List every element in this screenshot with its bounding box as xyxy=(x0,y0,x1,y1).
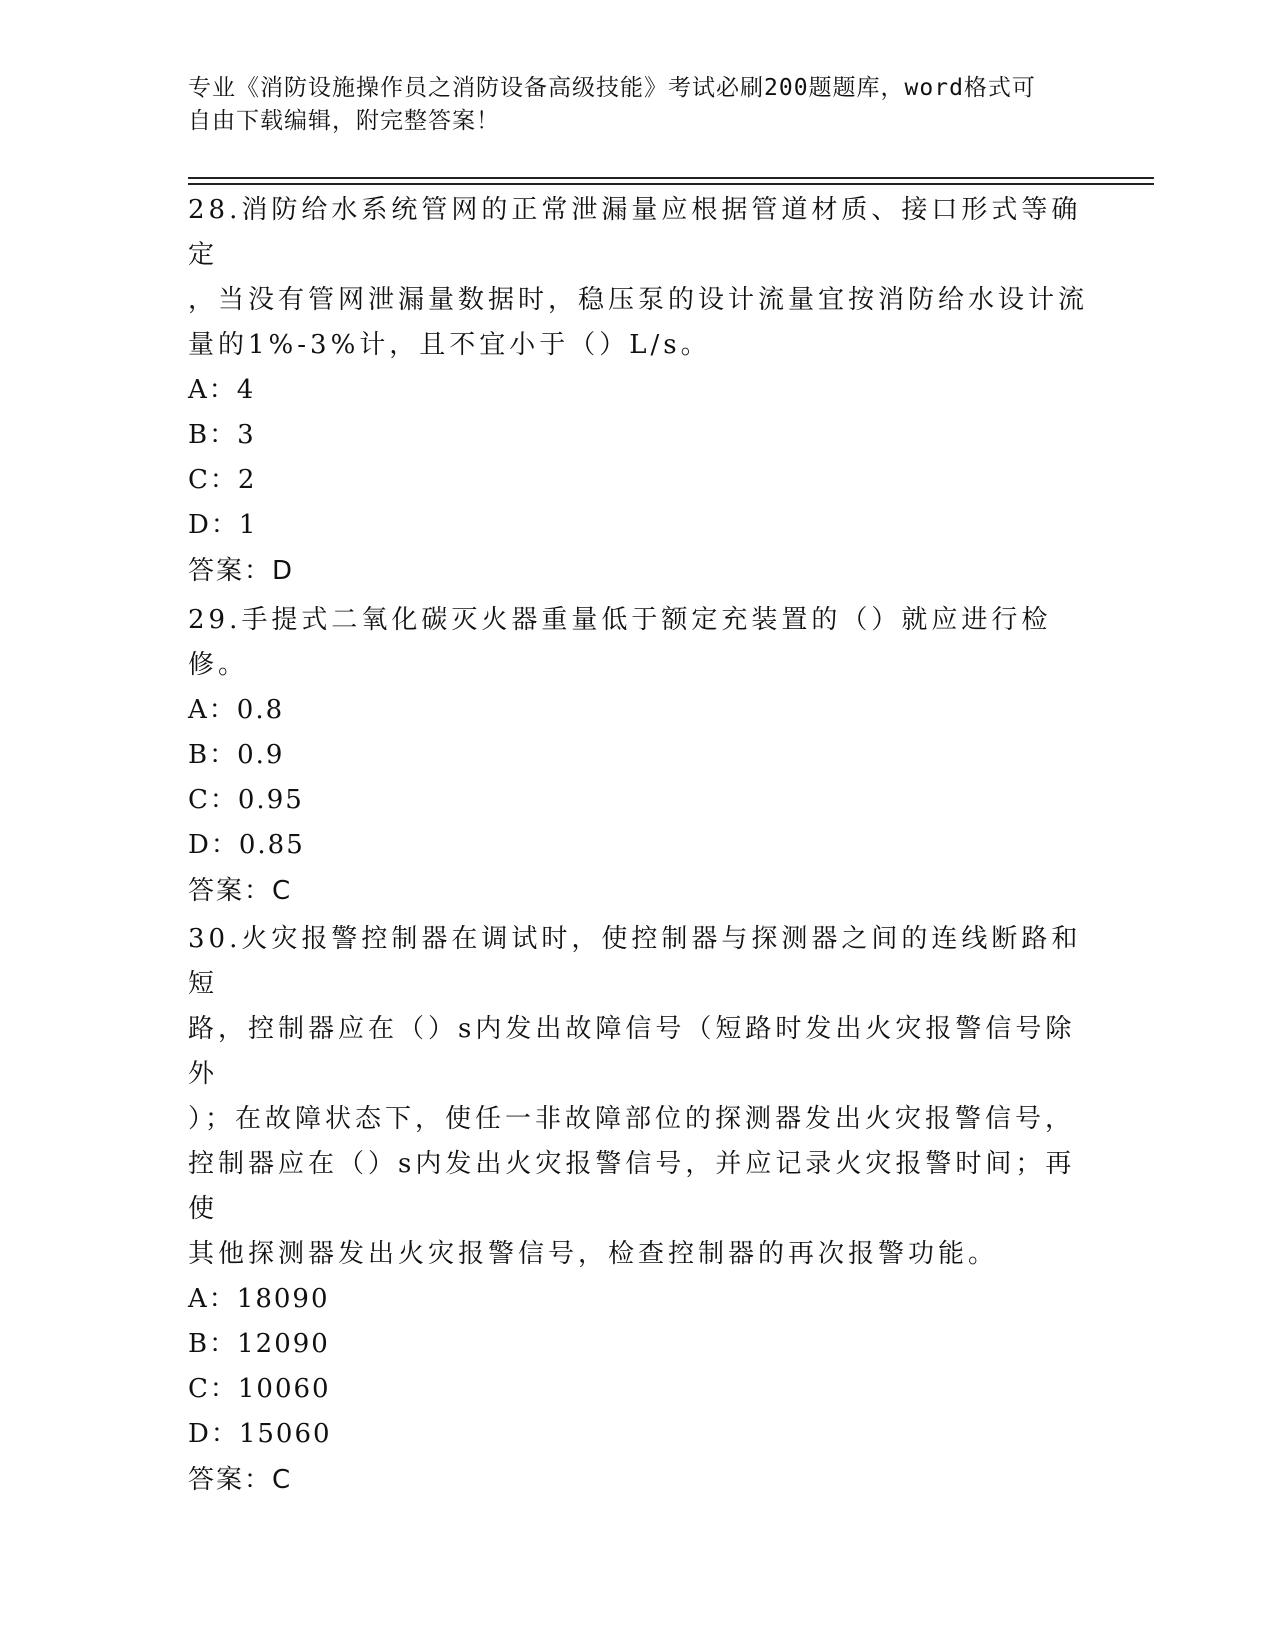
option-a: A：18090 xyxy=(188,1284,330,1314)
question-stem-line: 29.手提式二氧化碳灭火器重量低于额定充装置的（）就应进行检修。 xyxy=(188,605,1052,680)
option-a: A：0.8 xyxy=(188,695,285,725)
answer-line: 答案：D xyxy=(188,556,295,586)
question-stem-line: 30.火灾报警控制器在调试时，使控制器与探测器之间的连线断路和短 xyxy=(188,924,1082,999)
question-stem-line: 路，控制器应在（）s内发出故障信号（短路时发出火灾报警信号除外 xyxy=(188,1014,1076,1089)
option-d: D：15060 xyxy=(188,1419,332,1449)
option-b: B：3 xyxy=(188,420,256,450)
header-divider-top xyxy=(188,177,1154,179)
question-28 xyxy=(188,188,1088,594)
question-stem-line: 控制器应在（）s内发出火灾报警信号，并应记录火灾报警时间；再使 xyxy=(188,1149,1076,1224)
header-divider-bottom xyxy=(188,183,1154,185)
question-29 xyxy=(188,598,1088,914)
document-header xyxy=(188,72,1068,138)
question-stem-line: 其他探测器发出火灾报警信号，检查控制器的再次报警功能。 xyxy=(188,1239,999,1269)
question-stem-line: ，当没有管网泄漏量数据时，稳压泵的设计流量宜按消防给水设计流 xyxy=(188,285,1089,315)
option-a: A：4 xyxy=(188,375,256,405)
question-stem-line: 量的1%-3%计，且不宜小于（）L/s。 xyxy=(188,330,711,360)
header-line-2: 自由下载编辑，附完整答案！ xyxy=(188,108,500,134)
option-b: B：0.9 xyxy=(188,740,285,770)
answer-line: 答案：C xyxy=(188,876,293,906)
option-b: B：12090 xyxy=(188,1329,330,1359)
header-line-1: 专业《消防设施操作员之消防设备高级技能》考试必刷200题题库，word格式可 xyxy=(188,75,1036,101)
option-d: D：0.85 xyxy=(188,830,305,860)
question-stem-line: 28.消防给水系统管网的正常泄漏量应根据管道材质、接口形式等确定 xyxy=(188,195,1082,270)
question-30 xyxy=(188,917,1088,1503)
answer-line: 答案：C xyxy=(188,1465,293,1495)
option-c: C：10060 xyxy=(188,1374,331,1404)
option-c: C：0.95 xyxy=(188,785,304,815)
option-d: D：1 xyxy=(188,510,258,540)
option-c: C：2 xyxy=(188,465,257,495)
question-stem-line: ）；在故障状态下，使任一非故障部位的探测器发出火灾报警信号， xyxy=(188,1104,1076,1134)
